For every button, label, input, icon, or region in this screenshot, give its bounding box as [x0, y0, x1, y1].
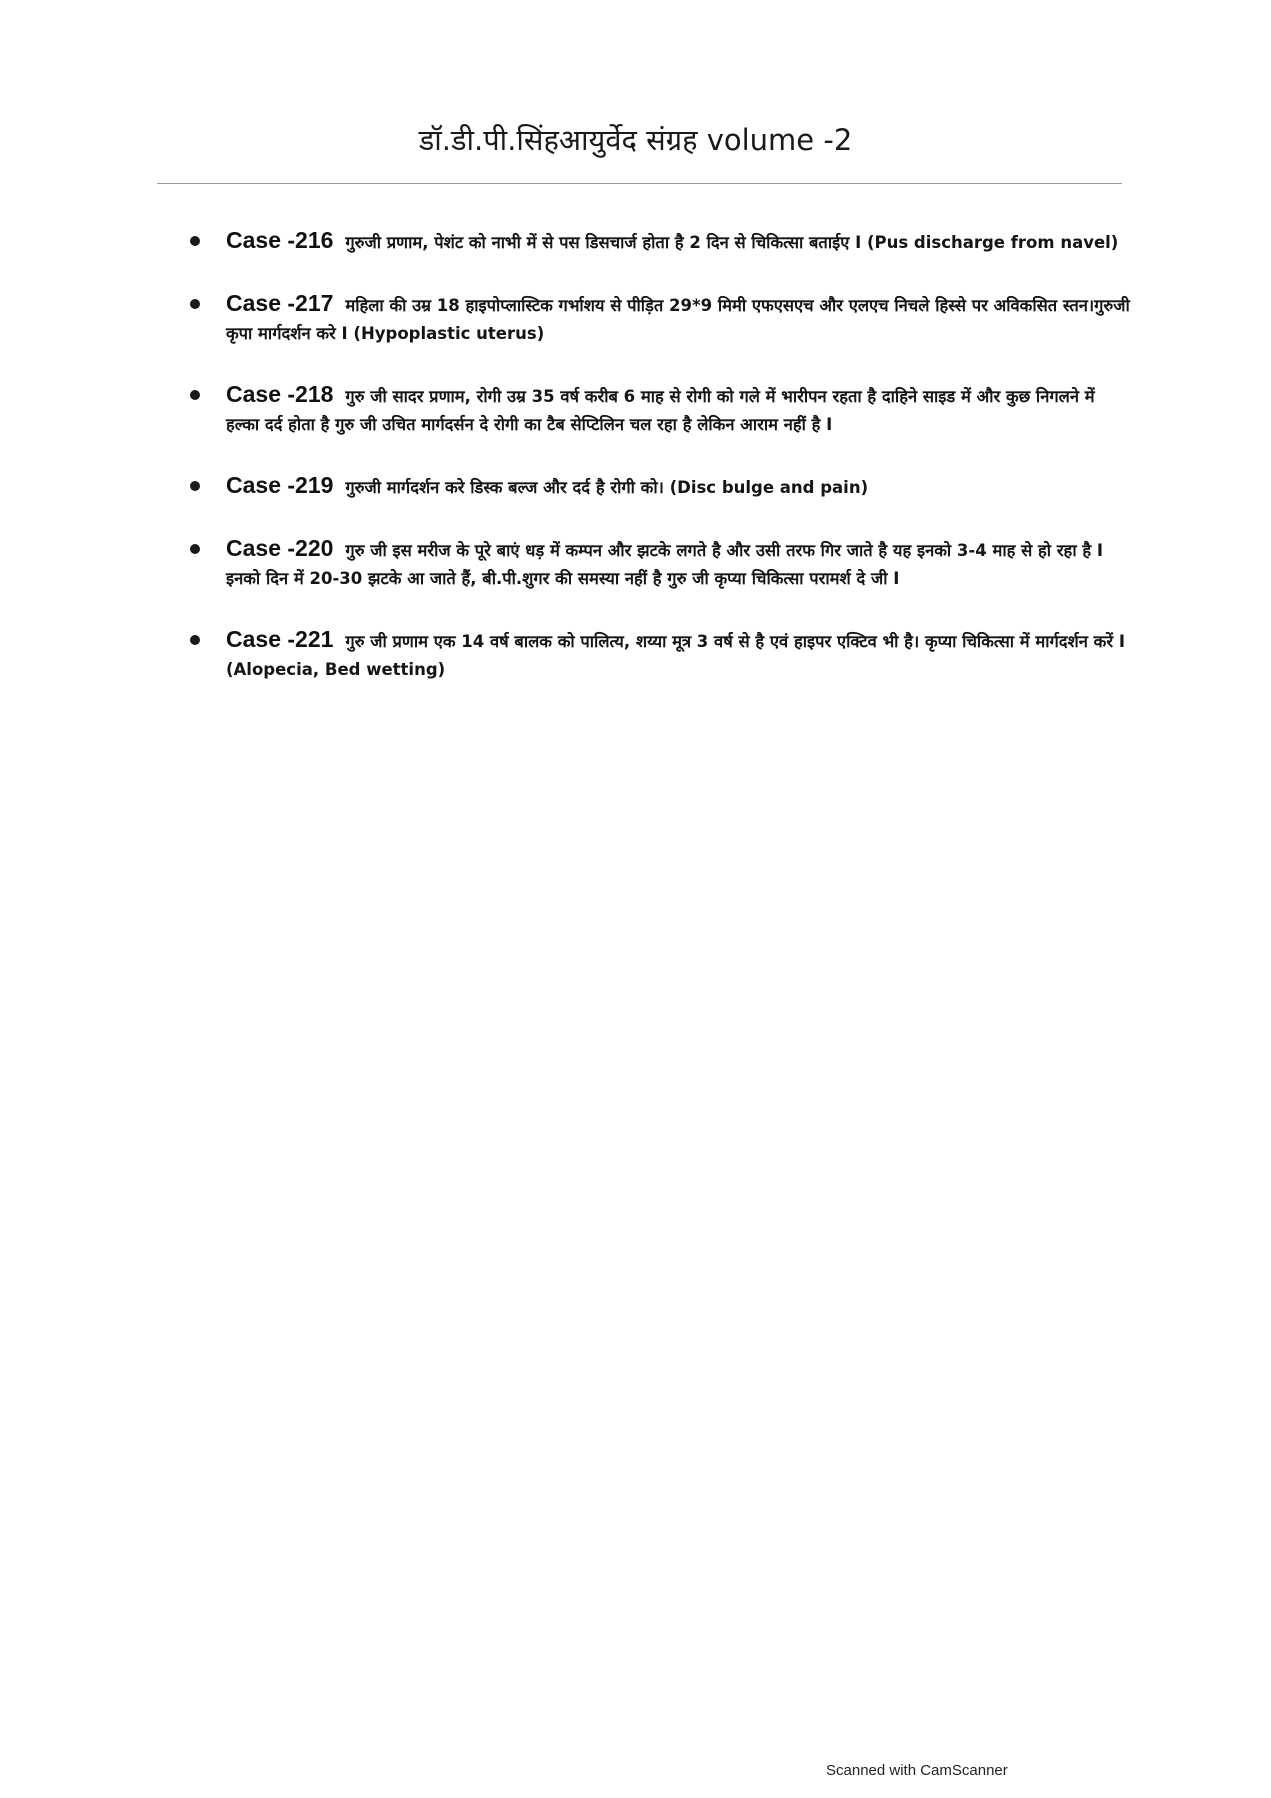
case-text: गुरु जी इस मरीज के पूरे बाएं धड़ में कम्पन और झटके लगते है और उसी तरफ गिर जाते है यह इनको 3-4 माह से हो रहा है I इनको दिन में 20-30 झटके आ जाते हैं, बी.पी.शुगर की समस्या नहीं है गुरु जी कृप्या चिकित्सा परामर्श दे जी I: [226, 541, 1103, 588]
bullet-icon: [190, 390, 200, 400]
case-item-221: [190, 625, 1130, 684]
case-item-216: [190, 226, 1130, 257]
title-divider: [157, 183, 1122, 184]
case-item-219: [190, 471, 1130, 502]
case-text: गुरुजी मार्गदर्शन करे डिस्क बल्ज और दर्द है रोगी को। (Disc bulge and pain): [345, 478, 869, 497]
bullet-icon: [190, 635, 200, 645]
case-id: Case -220: [226, 535, 334, 561]
case-list: [190, 226, 1130, 716]
case-item-218: [190, 380, 1130, 439]
case-text: गुरुजी प्रणाम, पेशंट को नाभी में से पस डिसचार्ज होता है 2 दिन से चिकित्सा बताईए I (Pus discharge from navel): [345, 233, 1119, 252]
page-title: डॉ.डी.पी.सिंहआयुर्वेद संग्रह volume -2: [418, 123, 853, 157]
scanner-watermark: Scanned with CamScanner: [826, 1762, 1008, 1779]
case-id: Case -218: [226, 381, 334, 407]
bullet-icon: [190, 236, 200, 246]
case-text: गुरु जी प्रणाम एक 14 वर्ष बालक को पालित्य, शय्या मूत्र 3 वर्ष से है एवं हाइपर एक्टिव भी है। कृप्या चिकित्सा में मार्गदर्शन करें I (Alopecia, Bed wetting): [226, 632, 1125, 679]
case-text: महिला की उम्र 18 हाइपोप्लास्टिक गर्भाशय से पीड़ित 29*9 मिमी एफएसएच और एलएच निचले हिस्से पर अविकसित स्तन।गुरुजी कृपा मार्गदर्शन करे I (Hypoplastic uterus): [226, 296, 1130, 343]
case-text: गुरु जी सादर प्रणाम, रोगी उम्र 35 वर्ष करीब 6 माह से रोगी को गले में भारीपन रहता है दाहिने साइड में और कुछ निगलने में हल्का दर्द होता है गुरु जी उचित मार्गदर्सन दे रोगी का टैब सेप्टिलिन चल रहा है लेकिन आराम नहीं है I: [226, 387, 1095, 434]
case-id: Case -217: [226, 290, 334, 316]
case-id: Case -216: [226, 227, 334, 253]
case-id: Case -221: [226, 626, 334, 652]
bullet-icon: [190, 544, 200, 554]
bullet-icon: [190, 299, 200, 309]
case-item-220: [190, 534, 1130, 593]
case-id: Case -219: [226, 472, 334, 498]
case-item-217: [190, 289, 1130, 348]
bullet-icon: [190, 481, 200, 491]
